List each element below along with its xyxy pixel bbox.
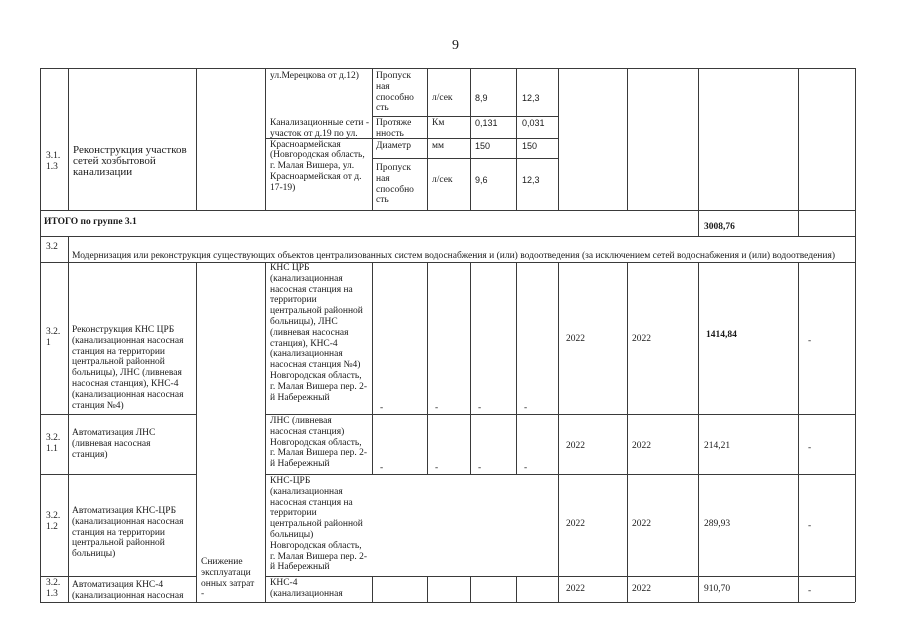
note-text: - bbox=[808, 336, 812, 346]
table-bottom-border bbox=[40, 602, 855, 603]
row-number: 1.3 bbox=[46, 588, 58, 599]
table-border bbox=[627, 68, 628, 210]
table-border bbox=[470, 262, 471, 474]
location-text: 17-19) bbox=[270, 182, 296, 193]
row-name: Реконструкция КНС ЦРБ bbox=[72, 325, 175, 335]
value-after: 0,031 bbox=[522, 118, 545, 128]
location-text: центральной районной bbox=[270, 306, 363, 317]
table-border bbox=[427, 68, 428, 210]
row-name: Реконструкция участков bbox=[73, 144, 187, 156]
location-text: Новгородская область, bbox=[270, 371, 362, 381]
value-before: 8,9 bbox=[475, 93, 488, 103]
table-border bbox=[265, 262, 266, 602]
row-name: больницы), ЛНС (ливневая bbox=[72, 368, 182, 379]
location-text: ЛНС (ливневая bbox=[270, 416, 332, 426]
start-year: 2022 bbox=[566, 334, 585, 344]
empty-dash: - bbox=[380, 403, 384, 413]
location-text: больницы), ЛНС bbox=[270, 317, 338, 327]
section-title: Модернизация или реконструкция существующих объектов централизованных систем водоснабжения и (или) водоотведения (за исключением сетей водоснабжения и (или) водоотведения) bbox=[72, 251, 836, 261]
note-text: - bbox=[808, 586, 812, 596]
table-border bbox=[196, 262, 197, 602]
param-label: способно bbox=[376, 92, 414, 103]
param-label: Пропуск bbox=[376, 71, 412, 81]
row-number: 1.1 bbox=[46, 443, 58, 454]
location-text: г. Малая Вишера пер. 2- bbox=[270, 551, 368, 562]
table-border bbox=[516, 68, 517, 210]
location-text: станция), КНС-4 bbox=[270, 338, 338, 349]
location-text: г. Малая Вишера, ул. bbox=[270, 161, 355, 172]
section-number: 3.2 bbox=[46, 242, 58, 252]
row-number: 1 bbox=[46, 337, 51, 348]
unit-text: л/сек bbox=[432, 175, 453, 185]
param-label: способно bbox=[376, 184, 414, 195]
table-border bbox=[698, 68, 699, 210]
row-name: больницы) bbox=[72, 549, 116, 560]
end-year: 2022 bbox=[632, 584, 651, 594]
table-border bbox=[372, 68, 373, 210]
table-left-border bbox=[40, 68, 41, 602]
table-border bbox=[265, 414, 855, 415]
row-number: 3.1. bbox=[46, 151, 61, 161]
location-text: (канализационная bbox=[270, 486, 343, 497]
row-name: станция на территории bbox=[72, 527, 166, 538]
table-border bbox=[558, 262, 559, 602]
table-border bbox=[516, 262, 517, 474]
location-text: г. Малая Вишера пер. 2- bbox=[270, 448, 368, 459]
location-text: центральной районной bbox=[270, 519, 363, 530]
value-before: 0,131 bbox=[475, 118, 498, 128]
table-border bbox=[265, 576, 855, 577]
location-text: насосная станция) bbox=[270, 426, 345, 437]
row-border bbox=[40, 210, 855, 211]
cost-value: 1414,84 bbox=[706, 330, 737, 340]
row-name: центральной районной bbox=[72, 357, 165, 368]
table-border bbox=[372, 158, 558, 159]
table-border bbox=[68, 68, 69, 210]
table-border bbox=[372, 576, 373, 602]
total-value: 3008,76 bbox=[704, 222, 735, 232]
unit-text: Км bbox=[432, 118, 445, 128]
row-name: (канализационная насосная bbox=[72, 335, 184, 346]
value-after: 12,3 bbox=[522, 175, 540, 185]
location-text: й Набережный bbox=[270, 562, 330, 573]
end-year: 2022 bbox=[632, 334, 651, 344]
row-name: станция на территории bbox=[72, 346, 166, 357]
row-name: Автоматизация КНС-ЦРБ bbox=[72, 506, 177, 516]
row-name: (канализационная насосная bbox=[72, 516, 184, 527]
row-name: (ливневая насосная bbox=[72, 438, 151, 449]
row-name: насосная станция), КНС-4 bbox=[72, 379, 179, 389]
table-border bbox=[68, 262, 69, 602]
param-label: ная bbox=[376, 81, 390, 92]
value-after: 150 bbox=[522, 141, 538, 151]
location-text: насосная станция на bbox=[270, 284, 353, 295]
row-border bbox=[40, 262, 855, 263]
table-top-border bbox=[40, 68, 855, 69]
location-text: больницы) bbox=[270, 530, 314, 540]
row-number: 3.2. bbox=[46, 327, 61, 337]
param-label: нность bbox=[376, 128, 404, 139]
empty-dash: - bbox=[435, 403, 439, 413]
location-text: Канализационные сети - bbox=[270, 118, 369, 128]
location-text: Новгородская область, bbox=[270, 540, 362, 551]
value-before: 9,6 bbox=[475, 175, 488, 185]
cost-value: 214,21 bbox=[704, 441, 731, 451]
location-text: участок от д.19 по ул. bbox=[270, 128, 358, 139]
location-text: территории bbox=[270, 295, 317, 306]
location-text: (канализационная bbox=[270, 273, 343, 284]
table-border bbox=[798, 68, 799, 210]
param-label: Диаметр bbox=[376, 141, 412, 151]
table-border bbox=[558, 68, 559, 210]
table-border bbox=[40, 576, 196, 577]
table-border bbox=[698, 262, 699, 602]
start-year: 2022 bbox=[566, 441, 585, 451]
empty-dash: - bbox=[435, 463, 439, 473]
location-text: й Набережный bbox=[270, 459, 330, 470]
table-border bbox=[627, 262, 628, 602]
goal-text: онных затрат bbox=[201, 578, 255, 589]
table-border bbox=[265, 474, 855, 475]
location-text: (Новгородская область, bbox=[270, 150, 365, 161]
location-text: й Набережный bbox=[270, 392, 330, 403]
unit-text: мм bbox=[432, 141, 445, 151]
row-number: 3.2. bbox=[46, 578, 61, 588]
row-name: (канализационная насосная bbox=[72, 389, 184, 400]
table-border bbox=[798, 262, 799, 602]
row-number: 3.2. bbox=[46, 433, 61, 443]
location-text: Красноармейская от д. bbox=[270, 172, 362, 182]
cost-value: 910,70 bbox=[704, 584, 731, 594]
row-number: 3.2. bbox=[46, 511, 61, 521]
goal-text: Снижение bbox=[201, 557, 243, 567]
location-text: (ливневая насосная bbox=[270, 327, 349, 338]
location-text: г. Малая Вишера пер. 2- bbox=[270, 381, 368, 392]
row-name: (канализационная насосная bbox=[72, 590, 184, 601]
table-border bbox=[40, 414, 196, 415]
table-border bbox=[372, 116, 558, 117]
location-text: территории bbox=[270, 508, 317, 519]
param-label: Пропуск bbox=[376, 163, 412, 173]
empty-dash: - bbox=[478, 463, 482, 473]
row-number: 1.2 bbox=[46, 521, 58, 532]
row-number: 1.3 bbox=[46, 161, 58, 172]
param-label: Протяже bbox=[376, 118, 412, 128]
row-name: Автоматизация ЛНС bbox=[72, 428, 156, 438]
location-text: КНС-4 bbox=[270, 578, 298, 588]
table-border bbox=[516, 576, 517, 602]
empty-dash: - bbox=[524, 463, 528, 473]
table-border bbox=[427, 262, 428, 474]
location-text: КНС ЦРБ bbox=[270, 263, 310, 273]
empty-dash: - bbox=[524, 403, 528, 413]
param-label: сть bbox=[376, 195, 389, 206]
empty-dash: - bbox=[380, 463, 384, 473]
row-name: Автоматизация КНС-4 bbox=[72, 580, 164, 590]
location-text: Новгородская область, bbox=[270, 437, 362, 448]
note-text: - bbox=[808, 521, 812, 531]
location-text: насосная станция №4) bbox=[270, 360, 361, 371]
table-border bbox=[470, 576, 471, 602]
start-year: 2022 bbox=[566, 584, 585, 594]
empty-dash: - bbox=[478, 403, 482, 413]
end-year: 2022 bbox=[632, 441, 651, 451]
unit-text: л/сек bbox=[432, 93, 453, 103]
param-label: сть bbox=[376, 103, 389, 114]
page-number: 9 bbox=[452, 38, 459, 53]
row-name: центральной районной bbox=[72, 538, 165, 549]
note-text: - bbox=[808, 443, 812, 453]
table-border bbox=[196, 68, 197, 210]
table-border bbox=[798, 210, 799, 236]
end-year: 2022 bbox=[632, 519, 651, 529]
row-name: сетей хозбытовой bbox=[73, 154, 156, 167]
start-year: 2022 bbox=[566, 519, 585, 529]
total-label: ИТОГО по группе 3.1 bbox=[44, 217, 137, 227]
table-border bbox=[68, 236, 69, 262]
value-before: 150 bbox=[475, 141, 491, 151]
location-text: (канализационная bbox=[270, 349, 343, 360]
value-after: 12,3 bbox=[522, 93, 540, 103]
table-border bbox=[427, 576, 428, 602]
location-text: насосная станция на bbox=[270, 497, 353, 508]
table-border bbox=[698, 210, 699, 236]
row-name: станция №4) bbox=[72, 400, 124, 411]
location-text: ул.Мерецкова от д.12) bbox=[270, 71, 359, 81]
param-label: ная bbox=[376, 173, 390, 184]
location-text: КНС-ЦРБ bbox=[270, 476, 311, 486]
table-right-border bbox=[855, 68, 856, 602]
cost-value: 289,93 bbox=[704, 519, 731, 529]
table-border bbox=[470, 68, 471, 210]
table-border bbox=[40, 474, 196, 475]
row-name: станция) bbox=[72, 449, 108, 460]
goal-text: - bbox=[201, 589, 205, 600]
table-border bbox=[265, 68, 266, 210]
row-name: канализации bbox=[73, 165, 133, 178]
location-text: (канализационная bbox=[270, 588, 343, 599]
row-border bbox=[40, 236, 855, 237]
location-text: Красноармейская bbox=[270, 139, 341, 150]
goal-text: эксплуатаци bbox=[201, 567, 251, 578]
table-border bbox=[372, 262, 373, 474]
